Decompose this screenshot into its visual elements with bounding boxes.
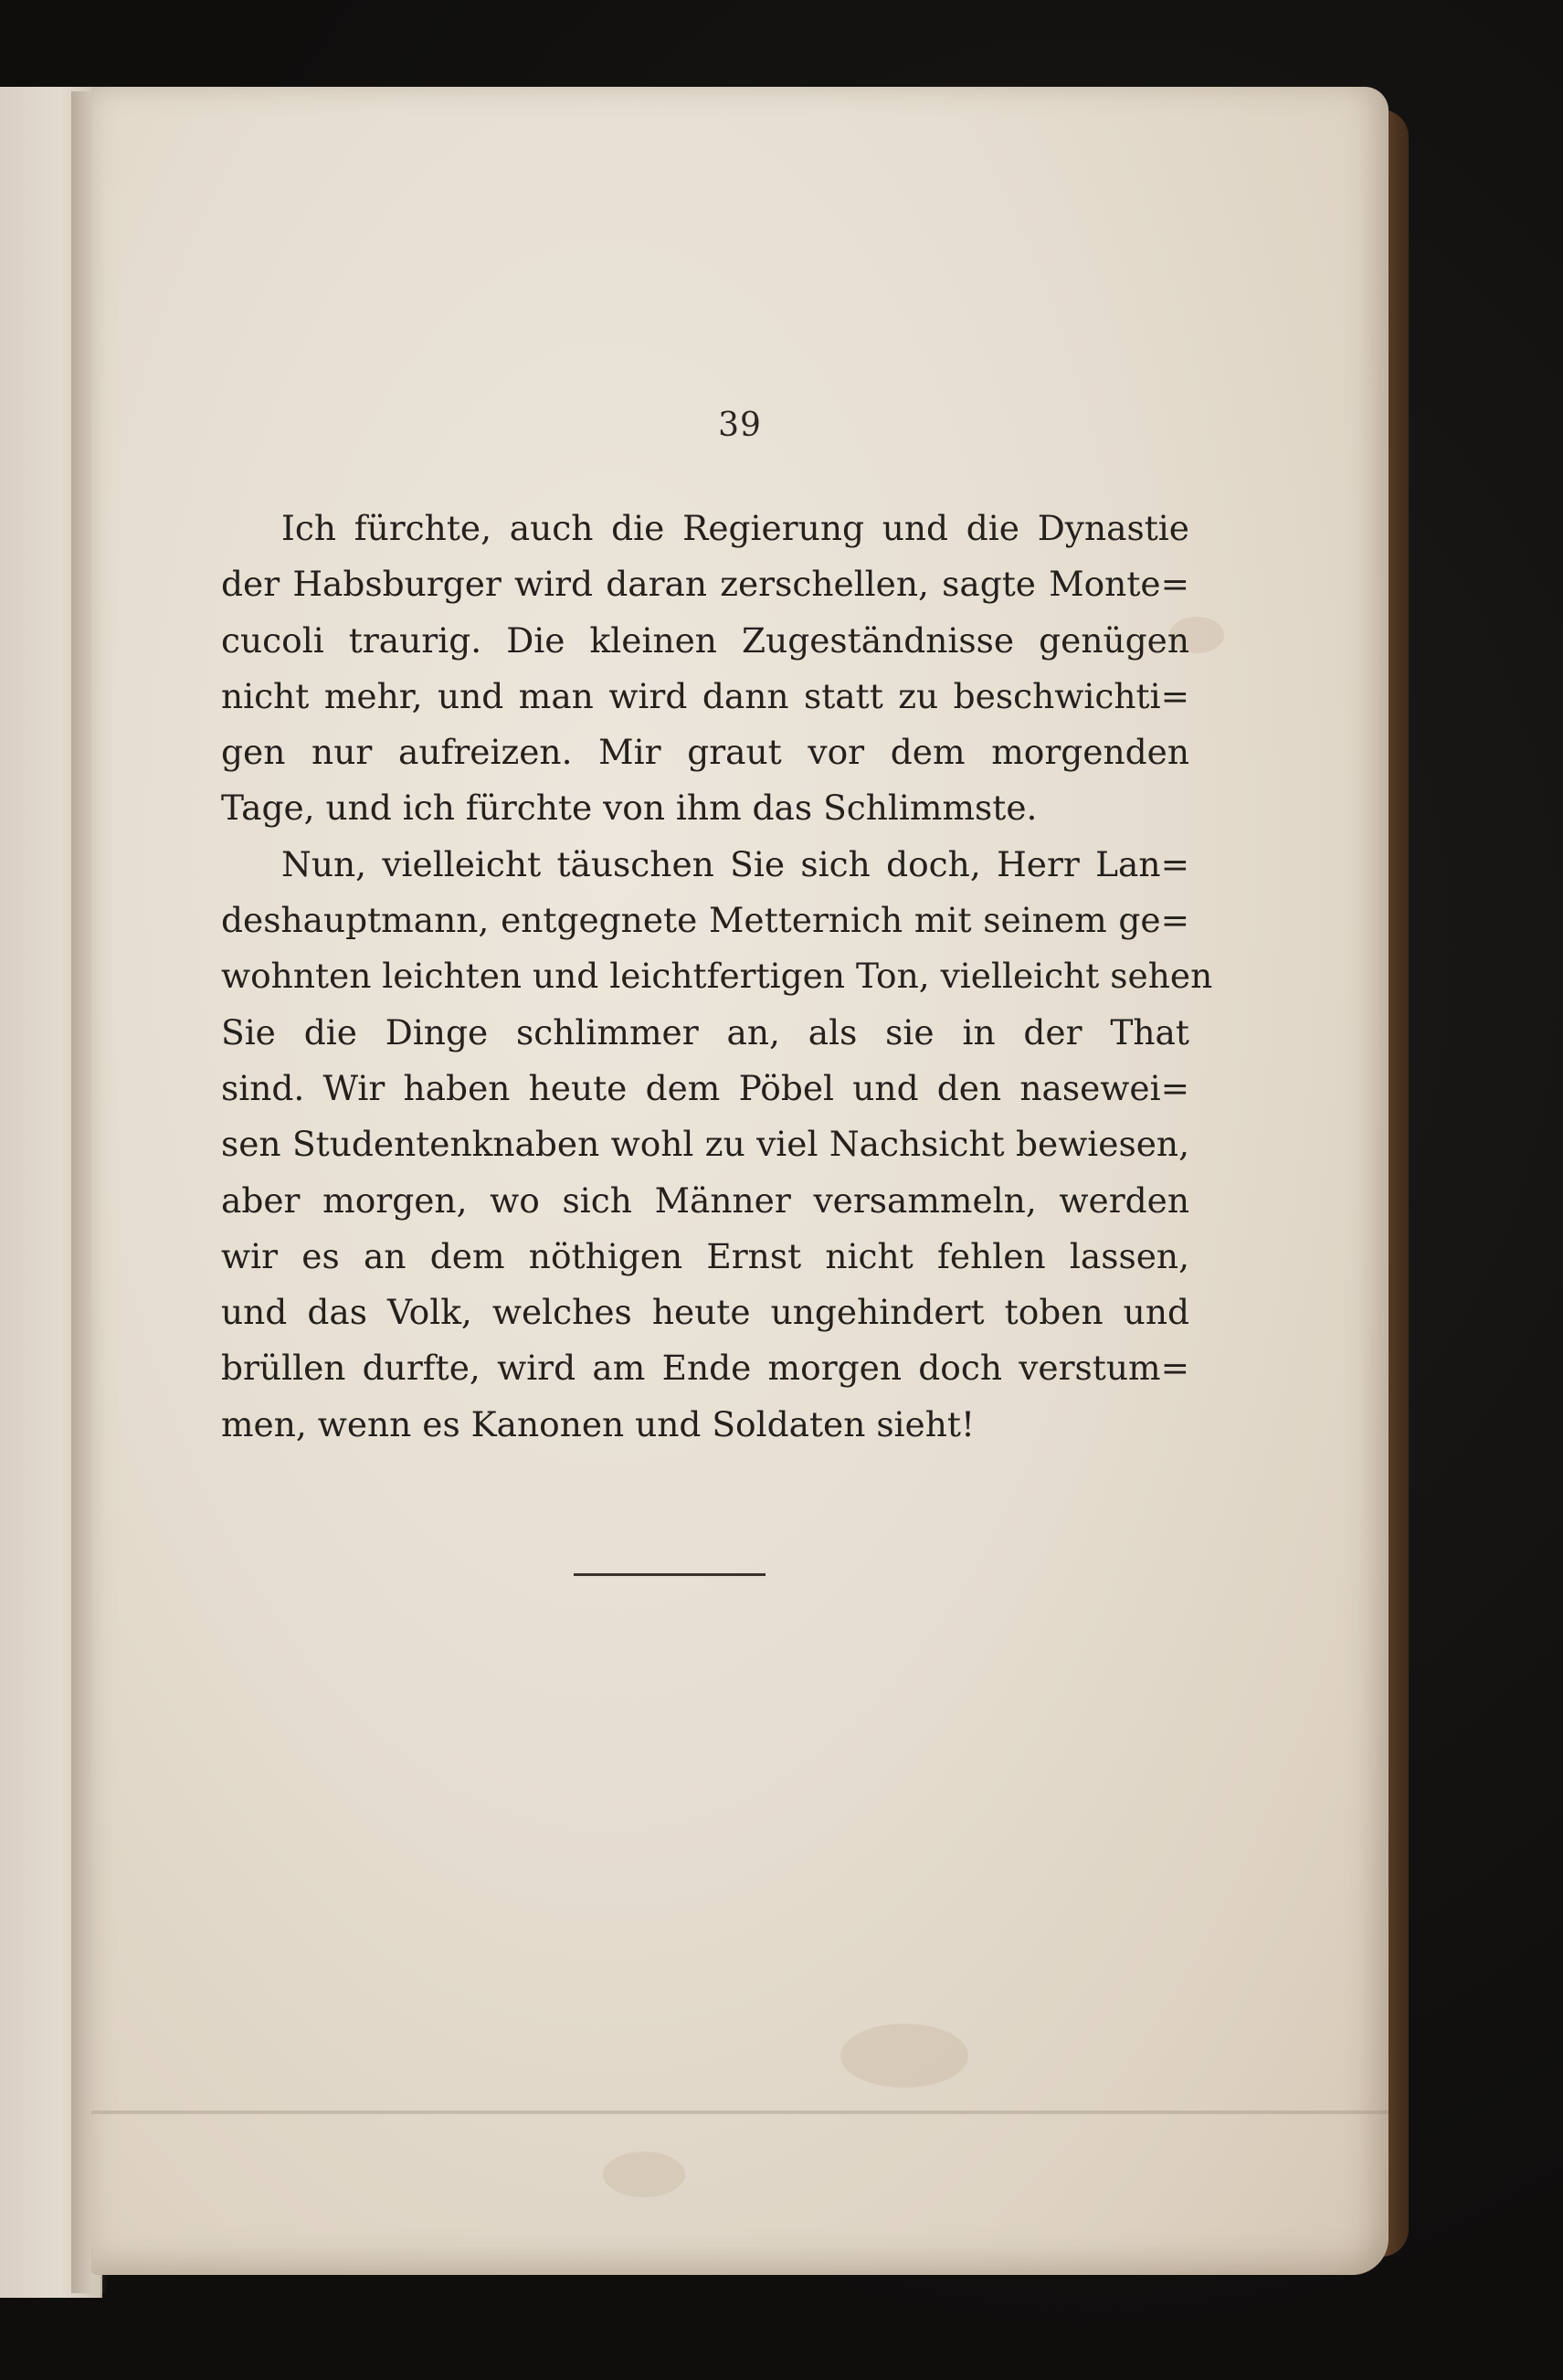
page-number: 39: [718, 407, 762, 444]
paper-stain: [603, 2152, 685, 2197]
paper-stain: [840, 2024, 968, 2088]
text-line: aber morgen, wo sich Männer versammeln, werden: [221, 1179, 1189, 1221]
book-gutter-shadow: [71, 91, 108, 2293]
text-line: Tage, und ich fürchte von ihm das Schlimmste.: [221, 788, 1038, 829]
text-line: der Habsburger wird daran zerschellen, sagte Monte=: [221, 564, 1189, 605]
text-line: wohnten leichten und leichtfertigen Ton, vielleicht sehen: [221, 956, 1213, 997]
book-page: [91, 87, 1389, 2275]
text-line: Nun, vielleicht täuschen Sie sich doch, Herr Lan=: [281, 843, 1189, 884]
section-end-rule: [574, 1573, 766, 1576]
text-line: Sie die Dinge schlimmer an, als sie in der That: [221, 1011, 1189, 1052]
text-line: men, wenn es Kanonen und Soldaten sieht!: [221, 1403, 976, 1444]
text-line: nicht mehr, und man wird dann statt zu beschwichti=: [221, 675, 1189, 716]
text-line: und das Volk, welches heute ungehindert toben und: [221, 1292, 1189, 1333]
text-line: wir es an dem nöthigen Ernst nicht fehlen lassen,: [221, 1235, 1189, 1276]
text-line: deshauptmann, entgegnete Metternich mit seinem ge=: [221, 900, 1189, 941]
text-line: cucoli traurig. Die kleinen Zugeständnisse genügen: [221, 619, 1189, 661]
text-line: Ich fürchte, auch die Regierung und die Dynastie: [281, 508, 1189, 548]
text-line: sind. Wir haben heute dem Pöbel und den nasewei=: [221, 1067, 1189, 1108]
text-line: gen nur aufreizen. Mir graut vor dem morgenden: [221, 732, 1189, 773]
text-line: sen Studentenknaben wohl zu viel Nachsicht bewiesen,: [221, 1124, 1189, 1165]
page-fold-line: [91, 2110, 1389, 2114]
page-body-text: [221, 501, 1213, 1453]
text-line: brüllen durfte, wird am Ende morgen doch verstum=: [221, 1348, 1189, 1389]
